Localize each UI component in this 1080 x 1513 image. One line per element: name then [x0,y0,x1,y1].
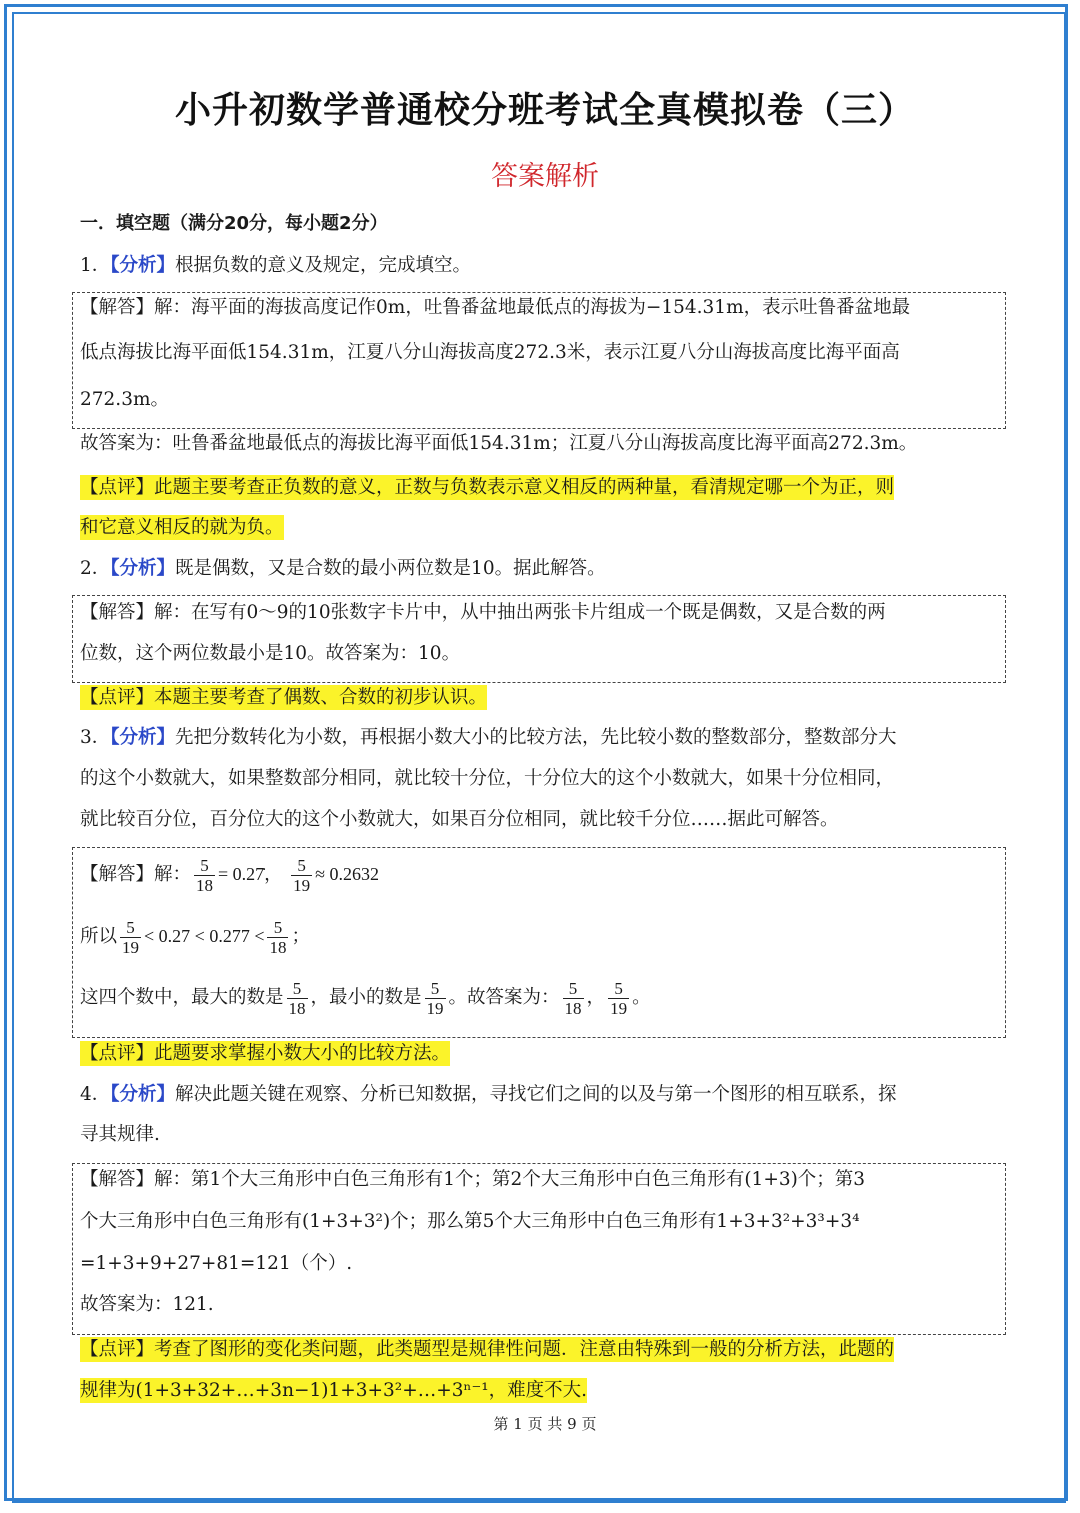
fraction-5-18 [194,856,215,895]
q1-answer-line1 [80,288,1010,328]
q3-number: 3． [80,727,111,748]
page-footer: 第 1 页 共 9 页 [493,1415,597,1433]
q1-comment-text: 此题主要考查正负数的意义，正数与负数表示意义相反的两种量，看清规定哪一个为正，则 [154,477,895,498]
q3-comment-text: 此题要求掌握小数大小的比较方法。 [154,1043,451,1064]
q1-answer-line3: 272.3m。 [80,389,170,410]
frac-num: 5 [563,979,584,999]
frac-num: 5 [608,979,629,999]
q4-number: 4． [80,1084,111,1105]
q3-eq2: ≈ 0.2632 [315,864,379,884]
q4-analysis-line1 [80,1075,1010,1115]
frac-num: 5 [287,979,308,999]
page-title: 小升初数学普通校分班考试全真模拟卷（三） [174,90,915,131]
q1-analysis-text: 根据负数的意义及规定，完成填空。 [175,255,472,276]
q1-answer-text: 解：海平面的海拔高度记作0m，吐鲁番盆地最低点的海拔为−154.31m，表示吐鲁番盆地最 [154,297,911,318]
q1-answer-line2: 低点海拔比海平面低154.31m，江夏八分山海拔高度272.3米，表示江夏八分山海拔高度比海平面高 [80,342,900,363]
q4-answer-line3: =1+3+9+27+81=121（个）. [80,1253,353,1274]
comment-tag: 【点评】 [80,1043,155,1064]
q2-analysis-text: 既是偶数，又是合数的最小两位数是10。据此解答。 [175,558,606,579]
frac-den: 18 [269,937,287,957]
q1-comment-text-2: 和它意义相反的就为负。 [80,517,284,538]
comment-tag: 【点评】 [80,477,155,498]
answer-tag: 【解答】 [80,602,155,623]
q4-comment-text: 考查了图形的变化类问题，此类题型是规律性问题．注意由特殊到一般的分析方法，此题的 [154,1339,895,1360]
q4-answer-text: 解：第1个大三角形中白色三角形有1个；第2个大三角形中白色三角形有(1+3)个；第3 [154,1169,866,1190]
frac-den: 18 [288,998,306,1018]
frac-den: 19 [426,998,444,1018]
frac-num: 5 [267,918,288,938]
frac-den: 19 [293,875,311,895]
fraction-5-18 [287,979,308,1018]
analysis-tag: 【分析】 [110,558,176,579]
frac-num: 5 [425,979,446,999]
q4-answer-line1 [80,1160,1010,1200]
q4-analysis-text: 解决此题关键在观察、分析已知数据，寻找它们之间的以及与第一个图形的相互联系，探 [175,1084,897,1105]
q3-line3-b: ，最小的数是 [310,987,422,1008]
q3-line2-mid: < 0.27 < 0.277 < [144,926,265,946]
q2-comment-text: 本题主要考查了偶数、合数的初步认识。 [154,687,488,708]
frac-num: 5 [120,918,141,938]
q1-comment-line1 [80,468,1010,508]
fraction-5-19 [608,979,629,1018]
q3-analysis-text: 先把分数转化为小数，再根据小数大小的比较方法，先比较小数的整数部分，整数部分大 [175,727,897,748]
answer-tag: 【解答】 [80,864,155,885]
q2-comment [80,678,1010,718]
frac-den: 18 [196,875,214,895]
q1-final-answer: 故答案为：吐鲁番盆地最低点的海拔比海平面低154.31m；江夏八分山海拔高度比海平面高272.3m。 [80,433,918,454]
fraction-5-19 [291,856,312,895]
comment-tag: 【点评】 [80,687,155,708]
frac-num: 5 [291,856,312,876]
analysis-tag: 【分析】 [110,255,176,276]
fraction-5-18 [563,979,584,1018]
q4-comment-text-2: 规律为(1+3+32+…+3n−1)1+3+3²+…+3ⁿ⁻¹，难度不大. [80,1380,588,1401]
q4-comment-line2 [80,1371,1010,1411]
q2-answer-text: 解：在写有0～9的10张数字卡片中，从中抽出两张卡片组成一个既是偶数，又是合数的两 [154,602,886,623]
q3-line2-end: ； [291,926,310,947]
analysis-tag: 【分析】 [110,727,176,748]
q3-line3-a: 这四个数中，最大的数是 [80,987,284,1008]
frac-den: 19 [610,998,628,1018]
comment-tag: 【点评】 [80,1339,155,1360]
q3-line3-sep: ， [586,987,606,1008]
q2-analysis [80,549,1010,589]
q1-comment-line2 [80,508,1010,548]
q3-answer-prefix: 解： [154,864,192,885]
q2-answer-line1 [80,593,1010,633]
frac-den: 19 [122,937,140,957]
q4-answer-line2: 个大三角形中白色三角形有(1+3+3²)个；那么第5个大三角形中白色三角形有1+3+3²+3³+3⁴ [80,1211,860,1232]
q4-analysis-line2: 寻其规律. [80,1124,160,1145]
q3-line3-end: 。 [632,987,651,1008]
q2-answer-line2: 位数，这个两位数最小是10。故答案为：10。 [80,643,461,664]
q3-answer-line1 [80,852,1010,897]
q3-analysis-line1 [80,718,1010,758]
fraction-5-18 [267,918,288,957]
q3-line2-prefix: 所以 [80,926,118,947]
q1-number: 1． [80,255,111,276]
q3-analysis-line3: 就比较百分位，百分位大的这个小数就大，如果百分位相同，就比较千分位……据此可解答。 [80,809,839,830]
q3-answer-line2 [80,914,1010,959]
page-subtitle: 答案解析 [491,161,599,192]
answer-tag: 【解答】 [80,297,155,318]
fraction-5-19 [425,979,446,1018]
frac-num: 5 [194,856,215,876]
q3-answer-line3 [80,976,1010,1020]
q3-analysis-line2: 的这个小数就大，如果整数部分相同，就比较十分位，十分位大的这个小数就大，如果十分位相同， [80,768,895,789]
section-heading: 一．填空题（满分20分，每小题2分） [80,213,388,234]
q4-final-answer: 故答案为：121. [80,1294,214,1315]
q1-analysis [80,246,1010,286]
q2-number: 2． [80,558,111,579]
frac-den: 18 [564,998,582,1018]
answer-tag: 【解答】 [80,1169,155,1190]
q4-comment-line1 [80,1330,1010,1370]
fraction-5-19 [120,918,141,957]
q3-eq1: = 0.27̇， [218,864,283,884]
q3-line3-c: 。故答案为： [448,987,560,1008]
q3-comment [80,1034,1010,1074]
analysis-tag: 【分析】 [110,1084,176,1105]
